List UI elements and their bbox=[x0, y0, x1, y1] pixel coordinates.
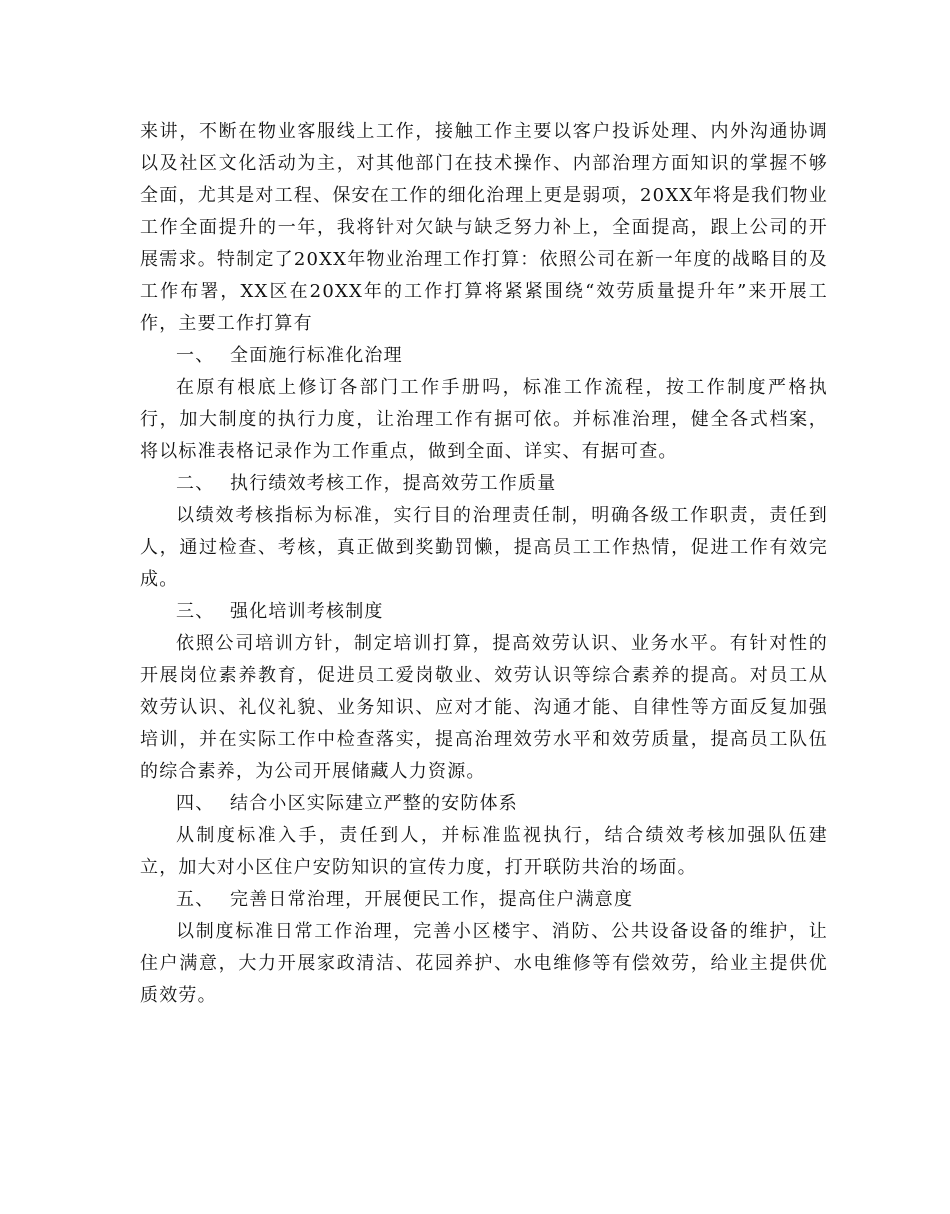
section-body-2: 以绩效考核指标为标准，实行目的治理责任制，明确各级工作职责，责任到人，通过检查、考核，真正做到奖勤罚懒，提高员工工作热情，促进工作有效完成。 bbox=[140, 505, 828, 590]
section-heading-3 bbox=[140, 596, 828, 628]
section-body-4: 从制度标准入手，责任到人，并标准监视执行，结合绩效考核加强队伍建立，加大对小区住户安防知识的宣传力度，打开联防共治的场面。 bbox=[140, 825, 828, 878]
section-heading-1 bbox=[140, 340, 828, 372]
section-title: 执行绩效考核工作，提高效劳工作质量 bbox=[230, 473, 557, 494]
section-heading-2 bbox=[140, 468, 828, 500]
section-number: 二、 bbox=[176, 473, 215, 494]
section-title: 全面施行标准化治理 bbox=[230, 345, 403, 366]
intro-paragraph: 来讲，不断在物业客服线上工作，接触工作主要以客户投诉处理、内外沟通协调以及社区文化活动为主，对其他部门在技术操作、内部治理方面知识的掌握不够全面，尤其是对工程、保安在工作的细化治理上更是弱项，20XX年将是我们物业工作全面提升的一年，我将针对欠缺与缺乏努力补上，全面提高，跟上公司的开展需求。特制定了20XX年物业治理工作打算：依照公司在新一年度的战略目的及工作布署，XX区在20XX年的工作打算将紧紧围绕“效劳质量提升年”来开展工作，主要工作打算有 bbox=[140, 121, 828, 334]
section-body-1: 在原有根底上修订各部门工作手册吗，标准工作流程，按工作制度严格执行，加大制度的执行力度，让治理工作有据可依。并标准治理，健全各式档案，将以标准表格记录作为工作重点，做到全面、详实、有据可查。 bbox=[140, 377, 828, 462]
section-number: 一、 bbox=[176, 345, 215, 366]
section-number: 三、 bbox=[176, 601, 215, 622]
section-heading-5 bbox=[140, 884, 828, 916]
document-body bbox=[140, 116, 828, 1012]
section-number: 五、 bbox=[176, 889, 215, 910]
section-title: 完善日常治理，开展便民工作，提高住户满意度 bbox=[230, 889, 634, 910]
section-body-3: 依照公司培训方针，制定培训打算，提高效劳认识、业务水平。有针对性的开展岗位素养教育，促进员工爱岗敬业、效劳认识等综合素养的提高。对员工从效劳认识、礼仪礼貌、业务知识、应对才能、沟通才能、自律性等方面反复加强培训，并在实际工作中检查落实，提高治理效劳水平和效劳质量，提高员工队伍的综合素养，为公司开展储藏人力资源。 bbox=[140, 633, 828, 782]
section-heading-4 bbox=[140, 788, 828, 820]
section-title: 结合小区实际建立严整的安防体系 bbox=[230, 793, 518, 814]
section-title: 强化培训考核制度 bbox=[230, 601, 384, 622]
section-number: 四、 bbox=[176, 793, 215, 814]
section-body-5: 以制度标准日常工作治理，完善小区楼宇、消防、公共设备设备的维护，让住户满意，大力开展家政清洁、花园养护、水电维修等有偿效劳，给业主提供优质效劳。 bbox=[140, 921, 828, 1006]
